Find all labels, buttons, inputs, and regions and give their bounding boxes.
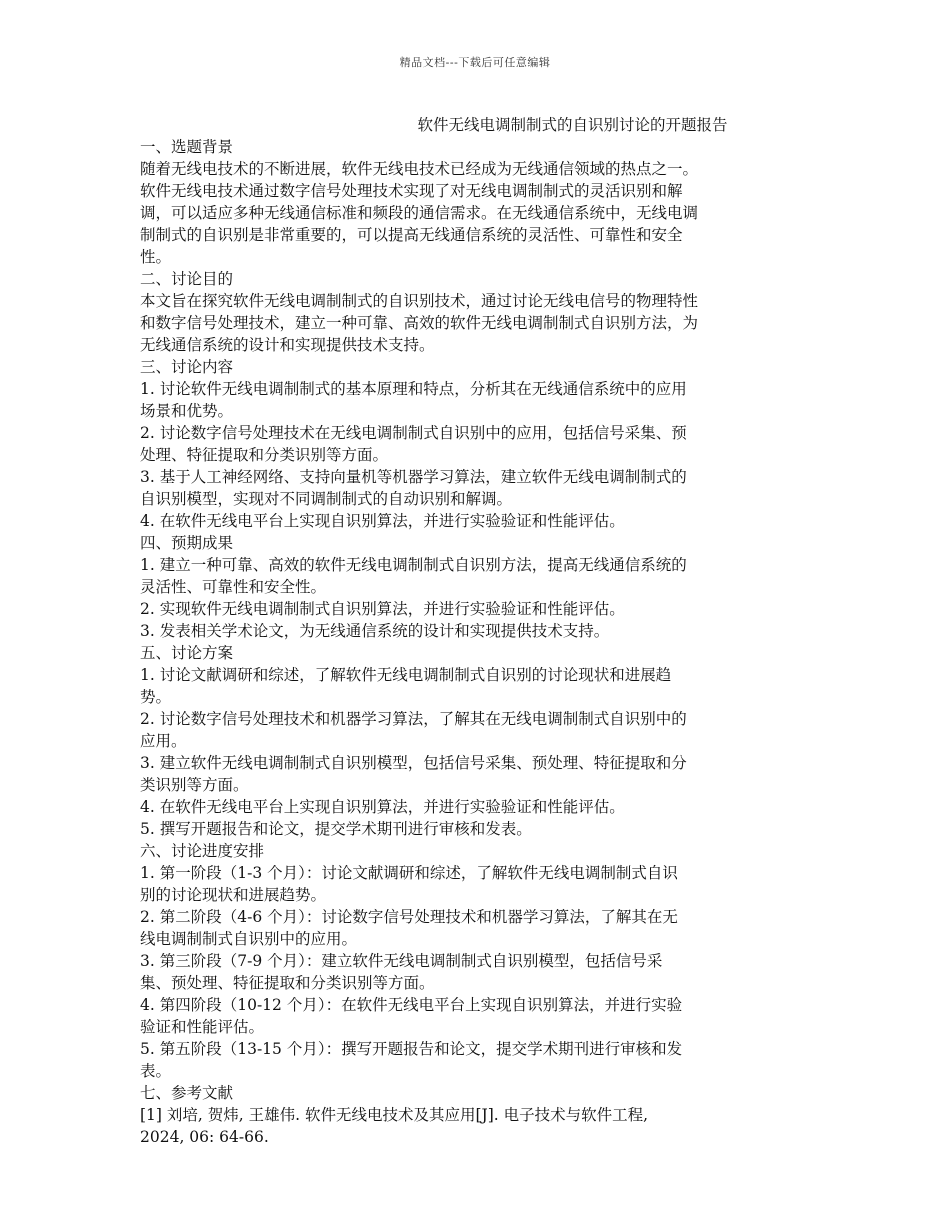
body-line: 1. 讨论软件无线电调制制式的基本原理和特点，分析其在无线通信系统中的应用 [140, 380, 687, 398]
body-line: 别的讨论现状和进展趋势。 [140, 886, 327, 904]
body-line: 自识别模型，实现对不同调制制式的自动识别和解调。 [140, 490, 513, 508]
body-line: 制制式的自识别是非常重要的，可以提高无线通信系统的灵活性、可靠性和安全 [140, 226, 683, 244]
body-line: 3. 基于人工神经网络、支持向量机等机器学习算法，建立软件无线电调制制式的 [140, 468, 687, 486]
body-line: 集、预处理、特征提取和分类识别等方面。 [140, 974, 435, 992]
section-heading: 六、讨论进度安排 [140, 842, 265, 860]
body-line: 势。 [140, 688, 172, 706]
body-line: 2. 实现软件无线电调制制式自识别算法，并进行实验验证和性能评估。 [140, 600, 625, 618]
body-line: 应用。 [140, 732, 187, 750]
section-heading: 二、讨论目的 [140, 270, 234, 288]
body-line: 随着无线电技术的不断进展，软件无线电技术已经成为无线通信领域的热点之一。 [140, 160, 699, 178]
body-line: 4. 第四阶段（10-12 个月）：在软件无线电平台上实现自识别算法，并进行实验 [140, 996, 683, 1014]
body-line: 类识别等方面。 [140, 776, 249, 794]
body-line: 2. 讨论数字信号处理技术和机器学习算法，了解其在无线电调制制式自识别中的 [140, 710, 687, 728]
section-heading: 一、选题背景 [140, 138, 234, 156]
reference-line: 2024, 06: 64-66. [140, 1128, 269, 1146]
body-line: 3. 第三阶段（7-9 个月）：建立软件无线电调制制式自识别模型，包括信号采 [140, 952, 663, 970]
body-line: 1. 建立一种可靠、高效的软件无线电调制制式自识别方法，提高无线通信系统的 [140, 556, 687, 574]
body-line: 线电调制制式自识别中的应用。 [140, 930, 358, 948]
document-body [140, 114, 815, 1148]
reference-line: [1] 刘培, 贺炜, 王雄伟. 软件无线电技术及其应用[J]. 电子技术与软件工程, [140, 1106, 649, 1124]
body-line: 3. 建立软件无线电调制制式自识别模型，包括信号采集、预处理、特征提取和分 [140, 754, 687, 772]
body-line: 4. 在软件无线电平台上实现自识别算法，并进行实验验证和性能评估。 [140, 512, 625, 530]
body-line: 2. 第二阶段（4-6 个月）：讨论数字信号处理技术和机器学习算法，了解其在无 [140, 908, 678, 926]
section-heading: 七、参考文献 [140, 1084, 234, 1102]
body-line: 无线通信系统的设计和实现提供技术支持。 [140, 336, 435, 354]
body-line: 4. 在软件无线电平台上实现自识别算法，并进行实验验证和性能评估。 [140, 798, 625, 816]
body-line: 3. 发表相关学术论文，为无线通信系统的设计和实现提供技术支持。 [140, 622, 610, 640]
body-line: 处理、特征提取和分类识别等方面。 [140, 446, 389, 464]
body-line: 灵活性、可靠性和安全性。 [140, 578, 327, 596]
section-heading: 四、预期成果 [140, 534, 234, 552]
document-title: 软件无线电调制制式的自识别讨论的开题报告 [417, 116, 728, 134]
body-line: 场景和优势。 [140, 402, 234, 420]
section-heading: 五、讨论方案 [140, 644, 234, 662]
body-line: 1. 讨论文献调研和综述，了解软件无线电调制制式自识别的讨论现状和进展趋 [140, 666, 672, 684]
body-line: 本文旨在探究软件无线电调制制式的自识别技术，通过讨论无线电信号的物理特性 [140, 292, 699, 310]
body-line: 调，可以适应多种无线通信标准和频段的通信需求。在无线通信系统中，无线电调 [140, 204, 699, 222]
body-line: 1. 第一阶段（1-3 个月）：讨论文献调研和综述，了解软件无线电调制制式自识 [140, 864, 678, 882]
body-line: 2. 讨论数字信号处理技术在无线电调制制式自识别中的应用，包括信号采集、预 [140, 424, 687, 442]
body-line: 表。 [140, 1062, 172, 1080]
body-line: 和数字信号处理技术，建立一种可靠、高效的软件无线电调制制式自识别方法，为 [140, 314, 699, 332]
body-line: 5. 撰写开题报告和论文，提交学术期刊进行审核和发表。 [140, 820, 532, 838]
body-line: 软件无线电技术通过数字信号处理技术实现了对无线电调制制式的灵活识别和解 [140, 182, 683, 200]
body-line: 性。 [140, 248, 172, 266]
section-heading: 三、讨论内容 [140, 358, 234, 376]
body-line: 验证和性能评估。 [140, 1018, 265, 1036]
body-line: 5. 第五阶段（13-15 个月）：撰写开题报告和论文，提交学术期刊进行审核和发 [140, 1040, 683, 1058]
header-note: 精品文档---下载后可任意编辑 [399, 56, 551, 69]
